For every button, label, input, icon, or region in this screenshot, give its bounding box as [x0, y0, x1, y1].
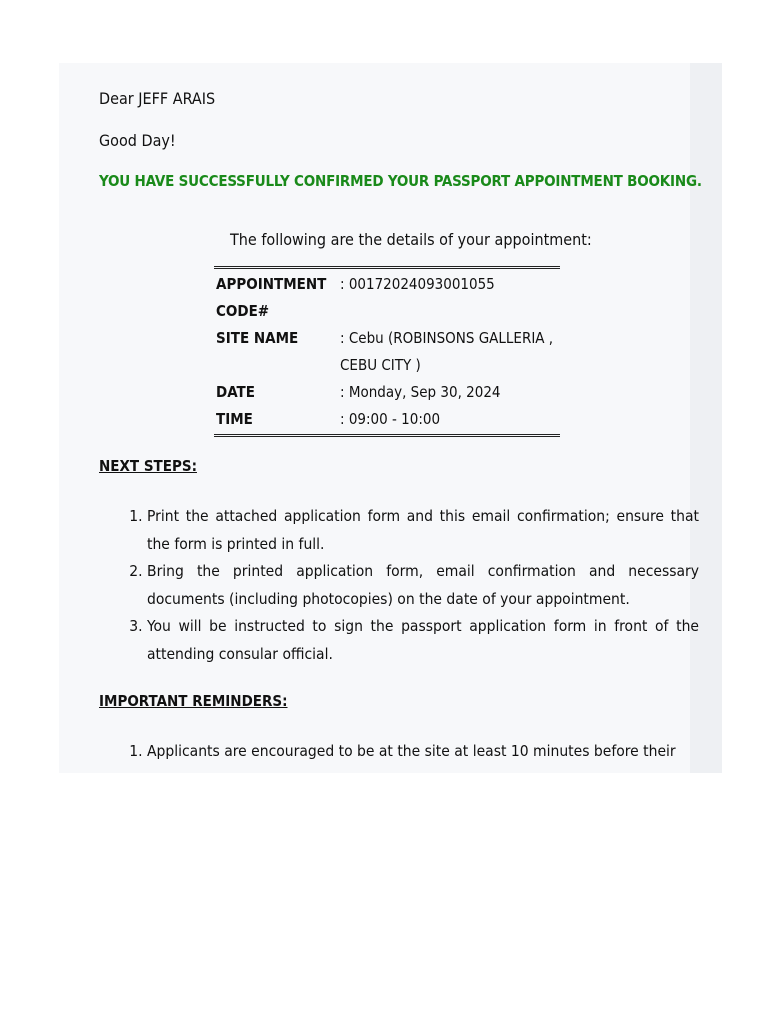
confirmation-message: YOU HAVE SUCCESSFULLY CONFIRMED YOUR PASSPORT APPOINTMENT BOOKING. [99, 172, 702, 190]
important-reminders-heading: IMPORTANT REMINDERS: [99, 692, 288, 710]
details-intro: The following are the details of your appointment: [230, 230, 592, 249]
list-item: 2. Bring the printed application form, email confirmation and necessary documents (including photocopies) on the date of your appointment. [147, 558, 699, 613]
email-body-panel [59, 63, 722, 773]
detail-row-time [214, 406, 560, 436]
detail-label: APPOINTMENT CODE# [216, 275, 327, 320]
list-item: 1. Print the attached application form and this email confirmation; ensure that the form is printed in full. [147, 503, 699, 558]
list-item: 1. Applicants are encouraged to be at the site at least 10 minutes before their [147, 738, 699, 766]
detail-value: : Monday, Sep 30, 2024 [340, 383, 501, 401]
good-day-line: Good Day! [99, 131, 176, 150]
next-steps-list [125, 503, 699, 668]
detail-row-appointment-code [214, 268, 560, 326]
list-item: 3. You will be instructed to sign the passport application form in front of the attending consular official. [147, 613, 699, 668]
detail-value: : 00172024093001055 [340, 275, 495, 293]
reminders-list [125, 738, 699, 766]
detail-label: SITE NAME [216, 329, 299, 347]
greeting-line: Dear JEFF ARAIS [99, 89, 216, 108]
detail-row-date [214, 379, 560, 406]
next-steps-heading: NEXT STEPS: [99, 457, 197, 475]
detail-label: TIME [216, 410, 253, 428]
detail-row-site-name [214, 325, 560, 379]
detail-value: : Cebu (ROBINSONS GALLERIA , CEBU CITY ) [340, 329, 554, 374]
detail-label: DATE [216, 383, 255, 401]
detail-value: : 09:00 - 10:00 [340, 410, 441, 428]
appointment-details-table [214, 266, 560, 437]
